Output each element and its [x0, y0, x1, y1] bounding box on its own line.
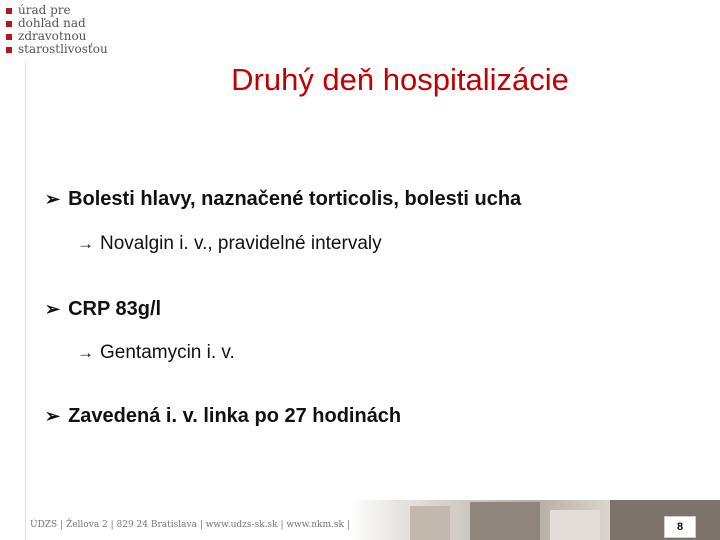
- bullet-text: CRP 83g/l: [68, 298, 162, 320]
- bullet-item: [45, 405, 401, 428]
- bullet-item: [45, 188, 521, 211]
- sub-bullet-text: Gentamycin i. v.: [100, 342, 235, 363]
- logo-square-icon: [6, 47, 12, 53]
- udzs-logo: [6, 4, 126, 56]
- bullet-text: Bolesti hlavy, naznačené torticolis, bolesti ucha: [68, 188, 522, 210]
- logo-text: starostlivosťou: [18, 42, 108, 56]
- photo-shape: [470, 502, 540, 540]
- arrow-bullet-icon: ➢: [45, 189, 61, 209]
- photo-shape: [410, 506, 450, 540]
- logo-square-icon: [6, 8, 12, 14]
- logo-square-icon: [6, 34, 12, 40]
- photo-shape: [550, 510, 600, 540]
- sub-bullet-item: [77, 342, 235, 364]
- sub-bullet-text: Novalgin i. v., pravidelné intervaly: [100, 233, 382, 254]
- arrow-bullet-icon: ➢: [45, 406, 61, 426]
- right-arrow-icon: →: [77, 343, 94, 362]
- logo-line: [6, 43, 126, 56]
- logo-text: zdravotnou: [18, 29, 87, 43]
- footer-address: ÚDZS | Žellova 2 | 829 24 Bratislava | www.udzs-sk.sk | www.nkm.sk |: [30, 520, 350, 530]
- logo-text: úrad pre: [18, 3, 71, 17]
- bullet-text: Zavedená i. v. linka po 27 hodinách: [68, 405, 402, 427]
- bullet-item: [45, 298, 161, 321]
- sub-bullet-item: [77, 233, 382, 255]
- logo-text: dohľad nad: [18, 16, 86, 30]
- page-number: 8: [664, 516, 696, 538]
- right-arrow-icon: →: [77, 234, 94, 253]
- divider: [25, 62, 26, 540]
- arrow-bullet-icon: ➢: [45, 299, 61, 319]
- slide-title: Druhý deň hospitalizácie: [231, 62, 569, 97]
- logo-square-icon: [6, 21, 12, 27]
